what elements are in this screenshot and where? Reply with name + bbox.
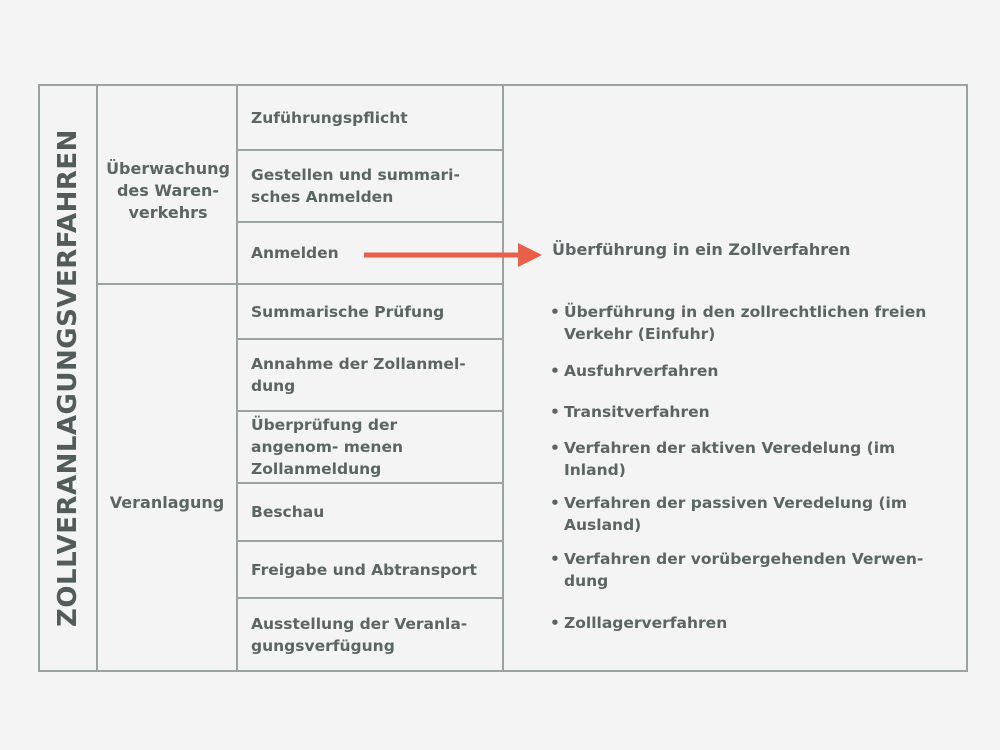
arrow-right-icon: [364, 240, 544, 270]
procedure-text: Transitverfahren: [564, 403, 710, 421]
bullet-icon: •: [550, 303, 560, 321]
bullet-icon: •: [550, 550, 560, 568]
bullet-icon: •: [550, 439, 560, 457]
list-item: [550, 612, 950, 634]
list-item: [550, 548, 950, 592]
step-freigabe: Freigabe und Abtransport: [251, 560, 477, 579]
step-beschau: Beschau: [251, 503, 325, 521]
list-item: [550, 492, 950, 536]
step-ueberpruefung: Überprüfung der angenom- menen Zollanmeldung: [251, 416, 404, 478]
bullet-icon: •: [550, 614, 560, 632]
bullet-icon: •: [550, 403, 560, 421]
group-label-ueberwachung: Überwachung des Waren- verkehrs: [106, 159, 230, 222]
step-zufuehrungspflicht: Zuführungspflicht: [251, 108, 408, 127]
step-ausstellung: Ausstellung der Veranla- gungsverfügung: [251, 614, 468, 655]
process-table: [38, 84, 968, 672]
list-item: [550, 401, 950, 423]
step-annahme: Annahme der Zollanmel- dung: [251, 355, 466, 395]
list-item: [550, 301, 950, 345]
divider-groups: [236, 86, 238, 670]
procedure-text: Zolllagerverfahren: [564, 614, 728, 632]
list-item: [550, 437, 950, 481]
divider-steps: [502, 86, 504, 670]
step-anmelden: Anmelden: [251, 244, 339, 262]
result-label: Überführung in ein Zollverfahren: [552, 240, 851, 259]
bullet-icon: •: [550, 362, 560, 380]
vertical-title: [40, 86, 96, 670]
divider-title: [96, 86, 98, 670]
step-summarische-pruefung: Summarische Prüfung: [251, 302, 445, 321]
procedure-text: Überführung in den zollrechtlichen freien Verkehr (Einfuhr): [564, 303, 927, 343]
step-gestellen: Gestellen und summari- sches Anmelden: [251, 166, 460, 206]
group-label-veranlagung: Veranlagung: [109, 493, 225, 512]
procedure-text: Verfahren der aktiven Veredelung (im Inland): [564, 439, 896, 479]
title-text: ZOLLVERANLAGUNGSVERFAHREN: [53, 129, 83, 627]
procedure-text: Ausfuhrverfahren: [564, 362, 719, 380]
procedure-text: Verfahren der vorübergehenden Verwen- dung: [564, 550, 924, 590]
list-item: [550, 360, 950, 382]
bullet-icon: •: [550, 494, 560, 512]
procedure-text: Verfahren der passiven Veredelung (im Ausland): [564, 494, 907, 534]
